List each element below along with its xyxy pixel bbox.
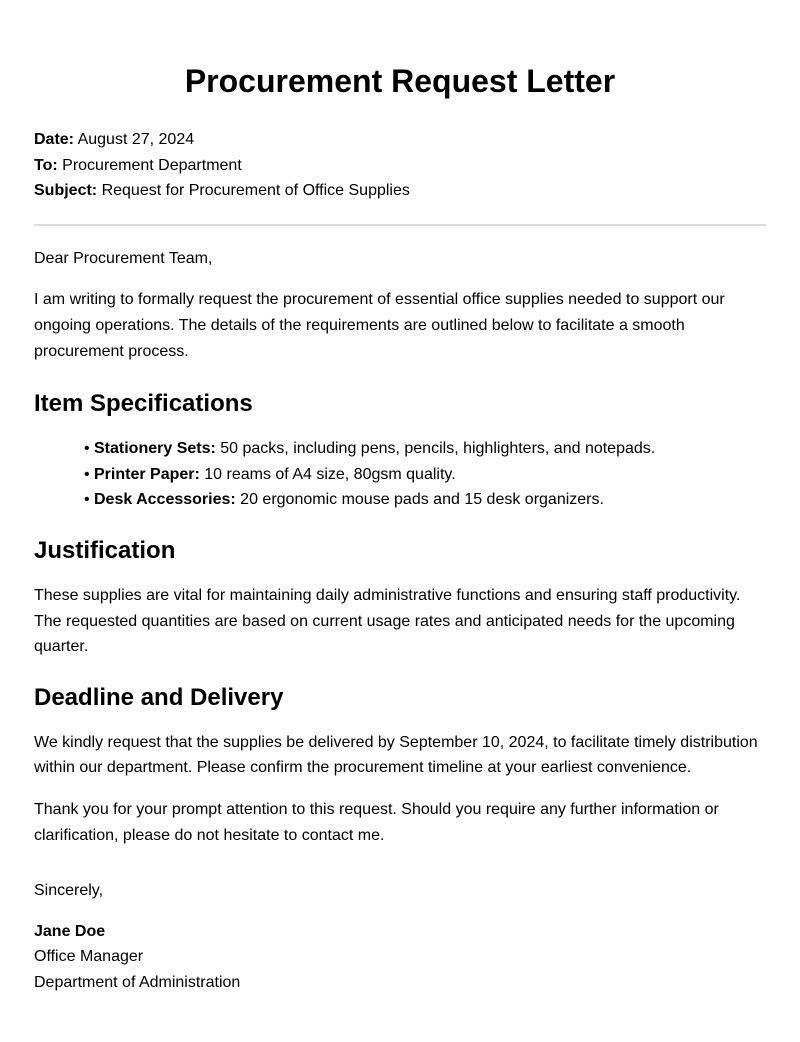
signature-title: Office Manager <box>34 948 144 966</box>
bullet-icon: • <box>84 465 90 483</box>
bullet-icon: • <box>84 440 90 458</box>
bullet-icon: • <box>84 491 90 509</box>
subject-value: Request for Procurement of Office Supplies <box>101 182 410 200</box>
date-value: August 27, 2024 <box>77 131 195 148</box>
section-heading-specifications: Item Specifications <box>34 390 253 418</box>
signature-department: Department of Administration <box>34 973 241 991</box>
to-label: To: <box>34 156 58 174</box>
section-heading-justification: Justification <box>34 536 176 564</box>
item-text: 20 ergonomic mouse pads and 15 desk organizers. <box>240 491 604 509</box>
date-label: Date: <box>34 131 75 148</box>
item-specifications-list <box>34 436 766 513</box>
header-divider <box>34 224 766 226</box>
item-text: 10 reams of A4 size, 80gsm quality. <box>204 465 456 483</box>
subject-label: Subject: <box>34 182 98 200</box>
thanks-paragraph: Thank you for your prompt attention to this request. Should you require any further information or clarification, please do not hesitate to contact me. <box>34 800 719 844</box>
to-value: Procurement Department <box>62 156 242 174</box>
letter-title: Procurement Request Letter <box>184 63 616 99</box>
signature-name: Jane Doe <box>34 922 106 940</box>
justification-paragraph: These supplies are vital for maintaining daily administrative functions and ensuring staff productivity. The requested quantities are based on current usage rates and anticipated needs for the upcoming quarter. <box>34 586 741 656</box>
to-line <box>34 153 766 179</box>
letter-meta <box>34 127 766 204</box>
list-item <box>84 462 766 488</box>
section-heading-deadline: Deadline and Delivery <box>34 683 284 711</box>
item-label: Printer Paper: <box>94 465 200 483</box>
closing-salutation: Sincerely, <box>34 882 104 900</box>
date-line <box>34 127 766 153</box>
subject-line <box>34 178 766 204</box>
item-text: 50 packs, including pens, pencils, highlighters, and notepads. <box>220 440 656 458</box>
signature-block <box>34 919 766 996</box>
list-item <box>84 487 766 513</box>
greeting: Dear Procurement Team, <box>34 249 213 267</box>
list-item <box>84 436 766 462</box>
item-label: Desk Accessories: <box>94 491 236 509</box>
deadline-paragraph: We kindly request that the supplies be delivered by September 10, 2024, to facilitate timely distribution within our department. Please confirm the procurement timeline at your earliest convenience. <box>34 733 758 777</box>
item-label: Stationery Sets: <box>94 440 216 458</box>
intro-paragraph: I am writing to formally request the procurement of essential office supplies needed to support our ongoing operations. The details of the requirements are outlined below to facilitate a smooth procurement process. <box>34 291 725 360</box>
